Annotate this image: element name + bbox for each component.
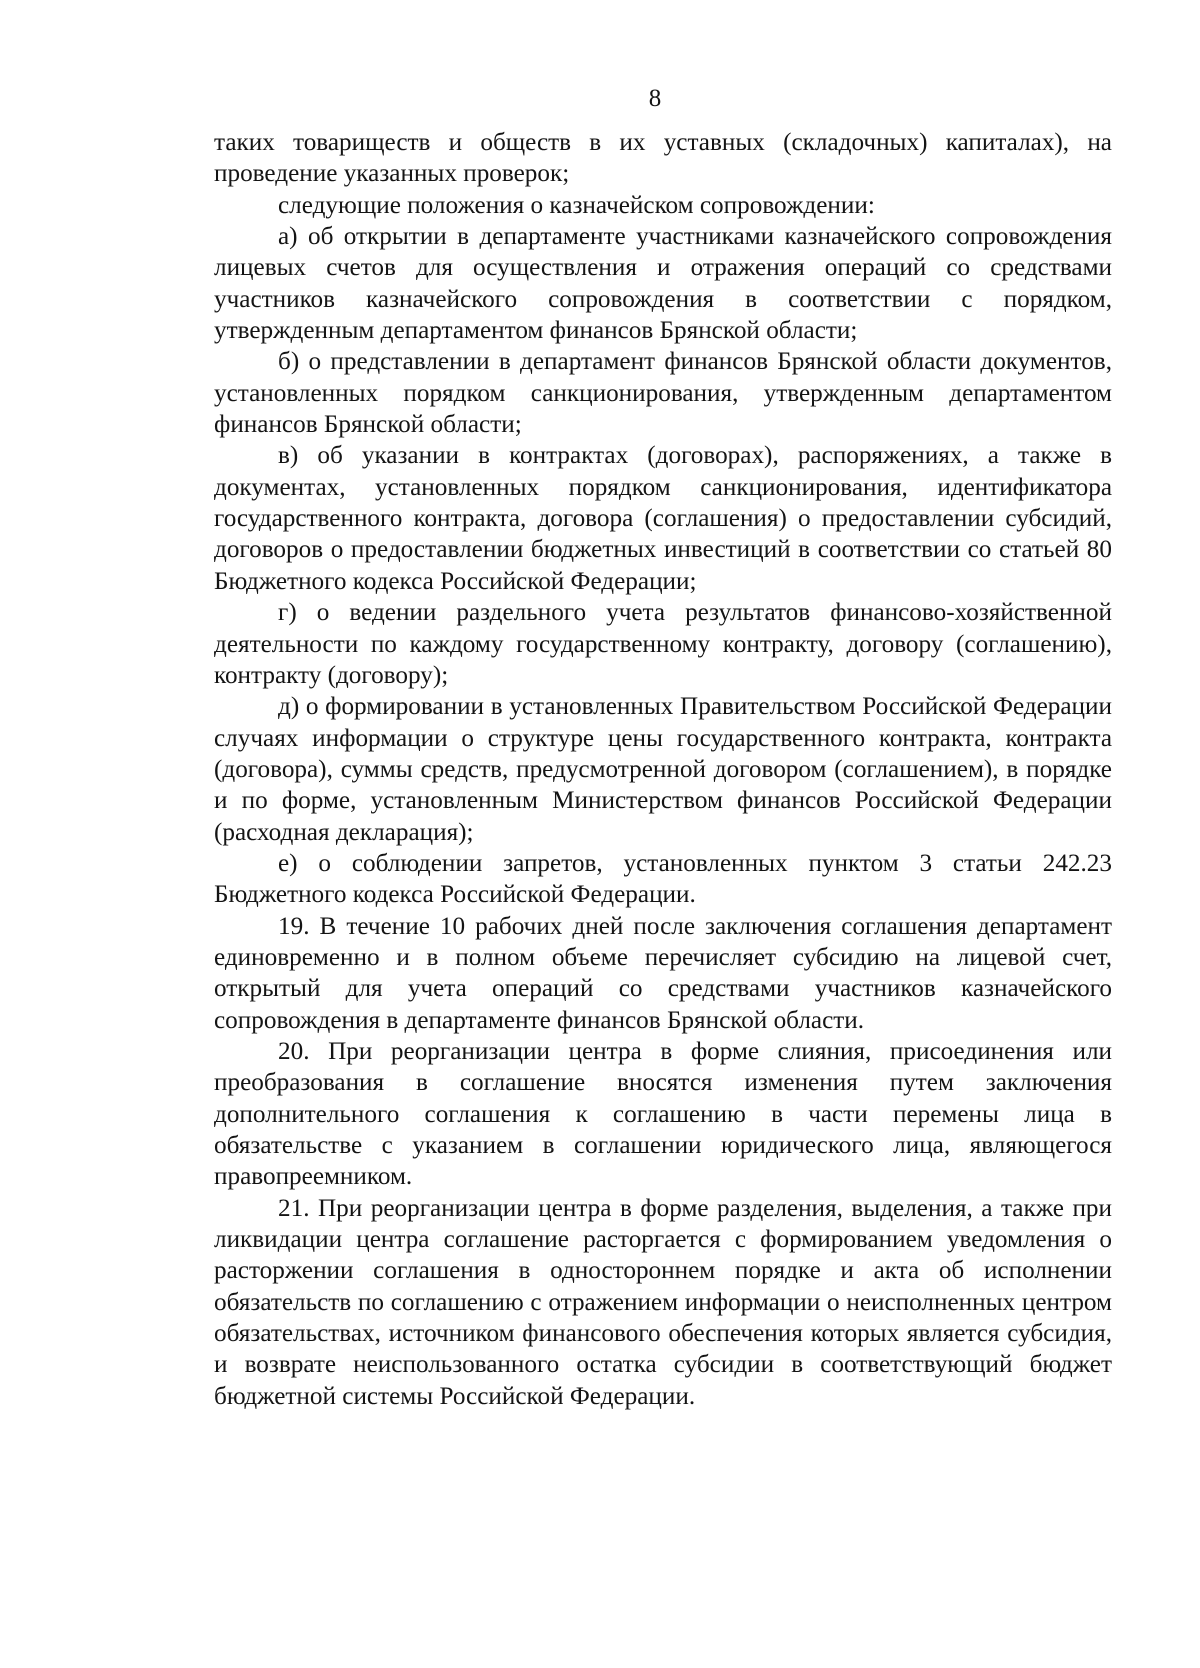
paragraph: таких товариществ и обществ в их уставных (складочных) капиталах), на проведение указанных проверок; xyxy=(214,129,1112,188)
paragraph: д) о формировании в установленных Правительством Российской Федерации случаях информации о структуре цены государственного контракта, контракта (договора), суммы средств, предусмотренной договором (соглашением), в порядке и по форме, установленным Министерством финансов Российской Федерации (расходная декларация); xyxy=(214,693,1112,846)
paragraph: е) о соблюдении запретов, установленных пунктом 3 статьи 242.23 Бюджетного кодекса Российской Федерации. xyxy=(214,849,1112,909)
paragraph: г) о ведении раздельного учета результатов финансово-хозяйственной деятельности по каждому государственному контракту, договору (соглашению), контракту (договору); xyxy=(214,599,1112,689)
paragraph: 21. При реорганизации центра в форме разделения, выделения, а также при ликвидации центра соглашение расторгается с формированием уведомления о расторжении соглашения в одностороннем порядке и акта об исполнении обязательств по соглашению с отражением информации о неисполненных центром обязательствах, источником финансового обеспечения которых является субсидия, и возврате неиспользованного остатка субсидии в соответствующий бюджет бюджетной системы Российской Федерации. xyxy=(214,1194,1112,1410)
paragraph: 20. При реорганизации центра в форме слияния, присоединения или преобразования в соглашение вносятся изменения путем заключения дополнительного соглашения к соглашению в части перемены лица в обязательстве с указанием в соглашении юридического лица, являющегося правопреемником. xyxy=(214,1037,1112,1191)
paragraph: следующие положения о казначейском сопровождении: xyxy=(278,191,875,219)
page-number: 8 xyxy=(648,85,662,112)
paragraph: 19. В течение 10 рабочих дней после заключения соглашения департамент единовременно и в полном объеме перечисляет субсидию на лицевой счет, открытый для учета операций со средствами участников казначейского сопровождения в департаменте финансов Брянской области. xyxy=(214,912,1112,1034)
document-body xyxy=(214,127,1112,1412)
paragraph: а) об открытии в департаменте участниками казначейского сопровождения лицевых счетов для осуществления и отражения операций со средствами участников казначейского сопровождения в соответствии с порядком, утвержденным департаментом финансов Брянской области; xyxy=(214,223,1112,345)
paragraph: в) об указании в контрактах (договорах), распоряжениях, а также в документах, установленных порядком санкционирования, идентификатора государственного контракта, договора (соглашения) о предоставлении субсидий, договоров о предоставлении бюджетных инвестиций в соответствии со статьей 80 Бюджетного кодекса Российской Федерации; xyxy=(214,442,1112,595)
paragraph: б) о представлении в департамент финансов Брянской области документов, установленных порядком санкционирования, утвержденным департаментом финансов Брянской области; xyxy=(214,348,1112,439)
